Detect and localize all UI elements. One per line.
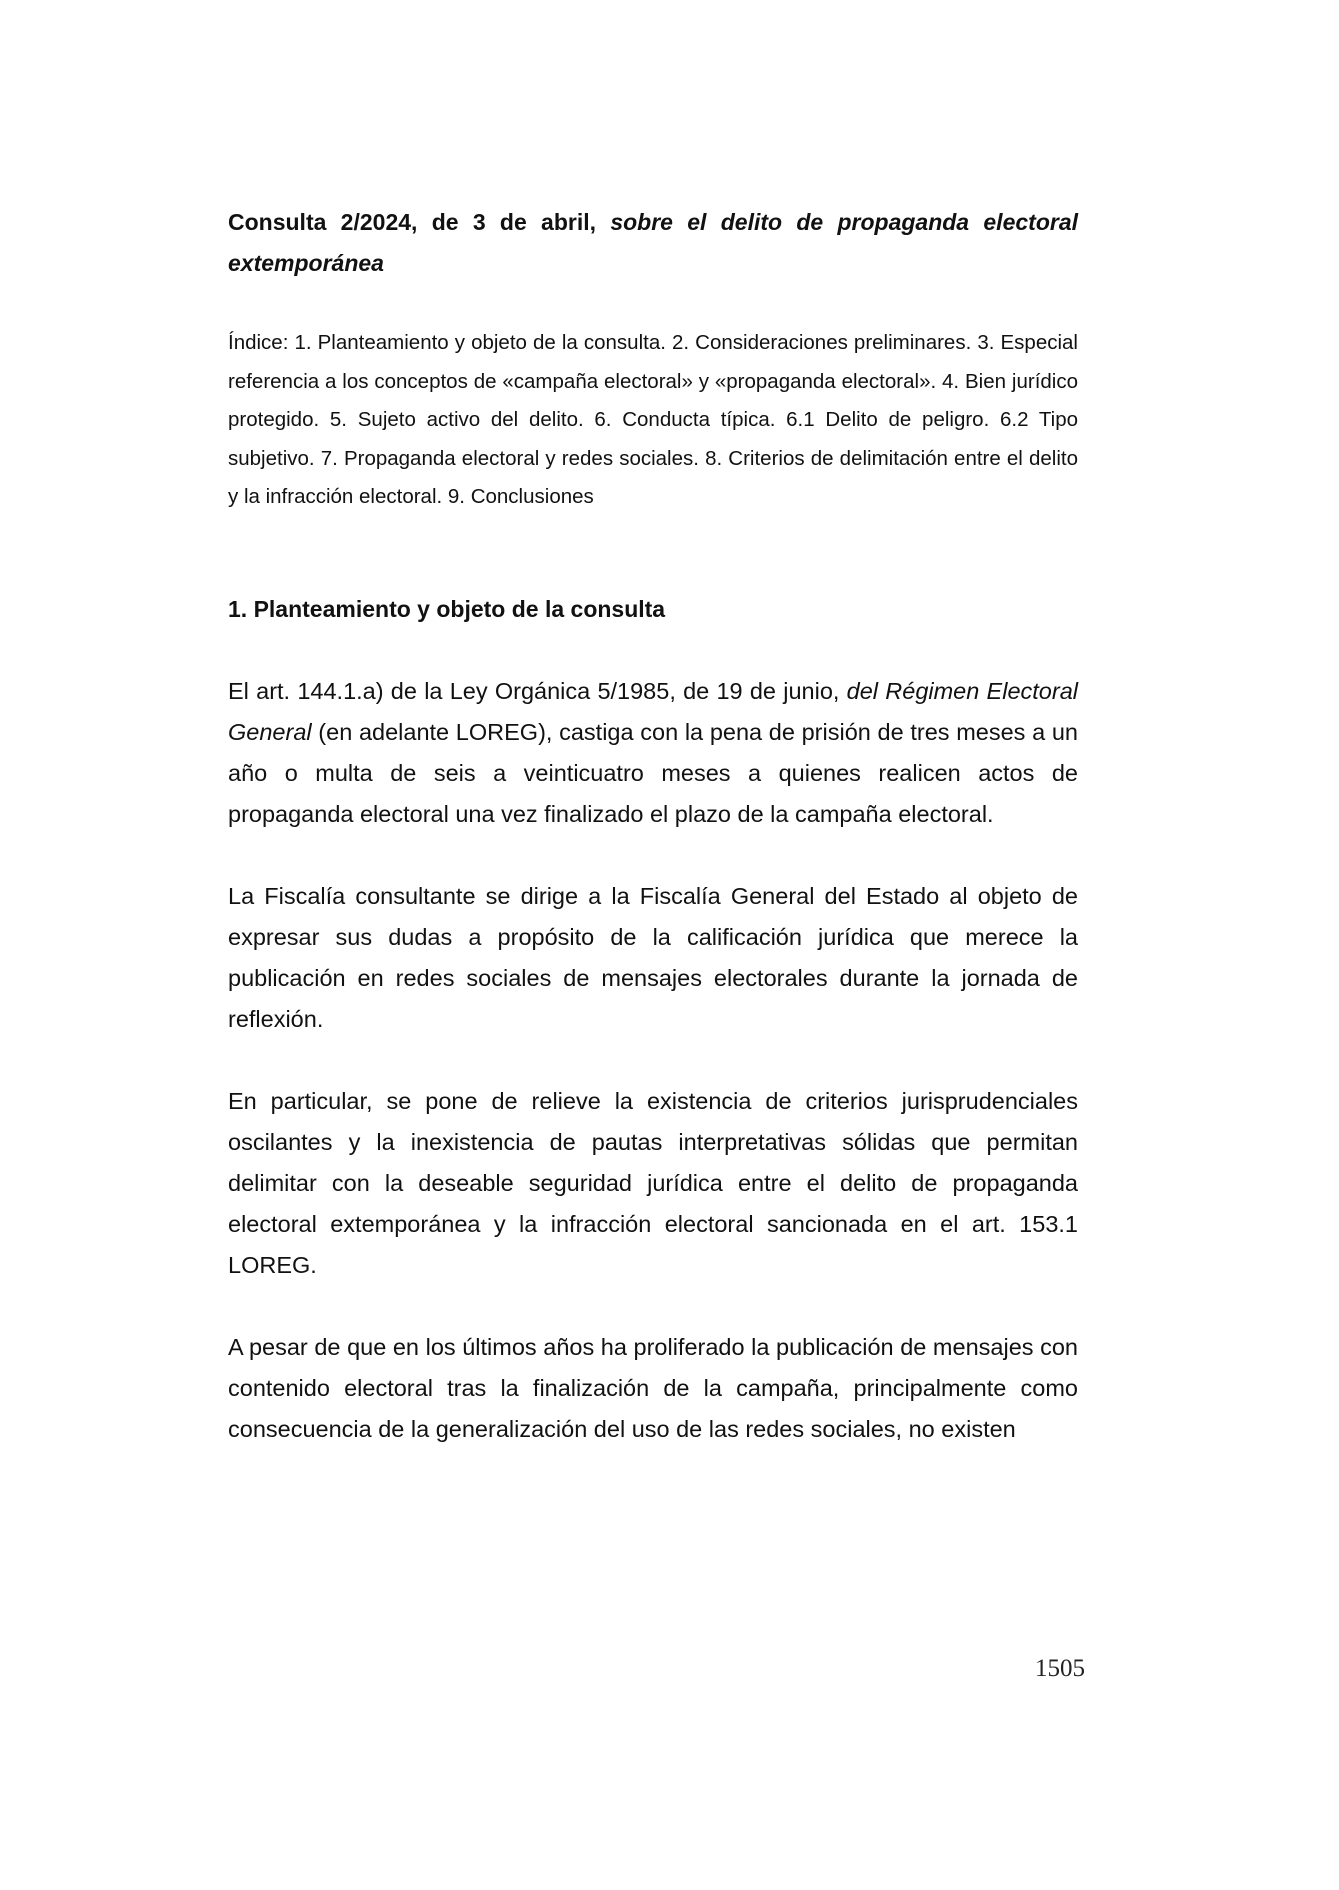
paragraph-4: A pesar de que en los últimos años ha proliferado la publicación de mensajes con contenido electoral tras la finalización de la campaña, principalmente como consecuencia de la generalización del uso de las redes sociales, no existen: [228, 1333, 1078, 1442]
title-italic-part: sobre el delito de propaganda electoral extemporánea: [228, 209, 1078, 276]
paragraph-1-part-1: El art. 144.1.a) de la Ley Orgánica 5/1985, de 19 de junio,: [228, 677, 847, 704]
document-title: [228, 202, 1078, 284]
paragraph-1-part-2: (en adelante LOREG), castiga con la pena de prisión de tres meses a un año o multa de seis a veinticuatro meses a quienes realicen actos de propaganda electoral una vez finalizado el plazo de la campaña electoral.: [228, 718, 1078, 827]
table-of-contents: Índice: 1. Planteamiento y objeto de la consulta. 2. Consideraciones preliminares. 3. Especial referencia a los conceptos de «campaña electoral» y «propaganda electoral». 4. Bien jurídico protegido. 5. Sujeto activo del delito. 6. Conducta típica. 6.1 Delito de peligro. 6.2 Tipo subjetivo. 7. Propaganda electoral y redes sociales. 8. Criterios de delimitación entre el delito y la infracción electoral. 9. Conclusiones: [228, 331, 1078, 508]
page-number: 1505: [1035, 1655, 1085, 1682]
document-body: [228, 202, 1078, 1491]
paragraph-2: La Fiscalía consultante se dirige a la Fiscalía General del Estado al objeto de expresar sus dudas a propósito de la calificación jurídica que merece la publicación en redes sociales de mensajes electorales durante la jornada de reflexión.: [228, 882, 1078, 1032]
title-bold-part: Consulta 2/2024, de 3 de abril,: [228, 209, 611, 235]
section-heading: 1. Planteamiento y objeto de la consulta: [228, 595, 666, 622]
law-name-italic: del Régimen Electoral General: [228, 677, 1078, 745]
paragraph-1: [228, 671, 1078, 835]
paragraph-3: En particular, se pone de relieve la existencia de criterios jurisprudenciales oscilantes y la inexistencia de pautas interpretativas sólidas que permitan delimitar con la deseable seguridad jurídica entre el delito de propaganda electoral extemporánea y la infracción electoral sancionada en el art. 153.1 LOREG.: [228, 1087, 1078, 1278]
